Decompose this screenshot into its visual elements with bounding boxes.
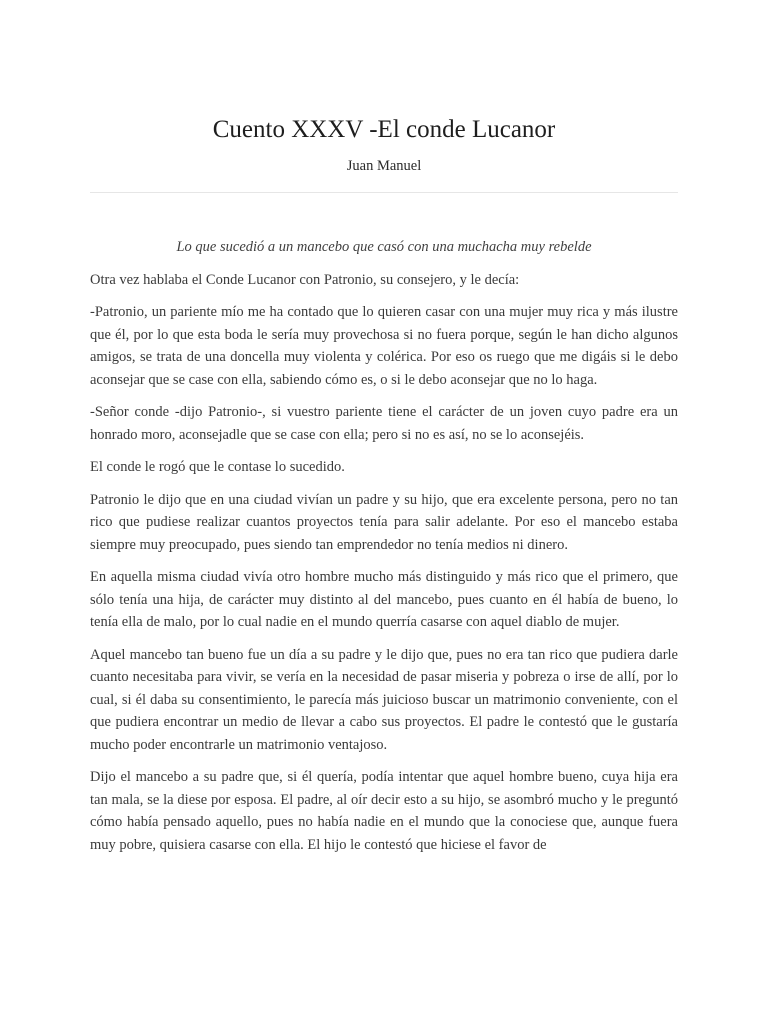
paragraph: Otra vez hablaba el Conde Lucanor con Patronio, su consejero, y le decía:: [90, 271, 520, 288]
document-header: [90, 112, 678, 176]
header-divider: [90, 192, 678, 193]
paragraph: Dijo el mancebo a su padre que, si él quería, podía intentar que aquel hombre bueno, cuya hija era tan mala, se la diese por esposa. El padre, al oír decir esto a su hijo, se asombró mucho y le preguntó cómo había pensado aquello, pues no había nadie en el mundo que la conociese que, aunque fuera muy pobre, quisiera casarse con ella. El hijo le contestó que hiciese el favor de: [90, 769, 678, 853]
story-subtitle: Lo que sucedió a un mancebo que casó con una muchacha muy rebelde: [176, 239, 592, 255]
paragraph: El conde le rogó que le contase lo sucedido.: [90, 459, 345, 475]
paragraph: -Señor conde -dijo Patronio-, si vuestro pariente tiene el carácter de un joven cuyo padre era un honrado moro, aconsejadle que se case con ella; pero si no es así, no se lo aconsejéis.: [90, 404, 678, 443]
paragraph: Patronio le dijo que en una ciudad vivían un padre y su hijo, que era excelente persona, pero no tan rico que pudiese realizar cuantos proyectos tenía para salir adelante. Por eso el mancebo estaba siempre muy preocupado, pues siendo tan emprendedor no tenía medios ni dinero.: [90, 491, 678, 553]
document-title: Cuento XXXV -El conde Lucanor: [212, 116, 556, 143]
paragraph: En aquella misma ciudad vivía otro hombre mucho más distinguido y más rico que el primero, que sólo tenía una hija, de carácter muy distinto al del mancebo, pues cuanto en él había de bueno, lo tenía ella de malo, por lo cual nadie en el mundo querría casarse con aquel diablo de mujer.: [90, 569, 678, 630]
paragraph: Aquel mancebo tan bueno fue un día a su padre y le dijo que, pues no era tan rico que pudiera darle cuanto necesitaba para vivir, se vería en la necesidad de pasar miseria y pobreza o irse de allí, por lo cual, si él daba su consentimiento, le parecía más juicioso buscar un matrimonio conveniente, con el que pudiera encontrar un medio de llevar a cabo sus proyectos. El padre le contestó que le gustaría mucho poder encontrarle un matrimonio ventajoso.: [90, 646, 678, 753]
document-author: Juan Manuel: [346, 158, 422, 174]
document-body: [90, 236, 678, 866]
paragraph: -Patronio, un pariente mío me ha contado que lo quieren casar con una mujer muy rica y más ilustre que él, por lo que esta boda le sería muy provechosa si no fuera porque, según le han dicho algunos amigos, se trata de una doncella muy violenta y colérica. Por eso os ruego que me digáis si le debo aconsejar que se case con ella, sabiendo cómo es, o si le debo aconsejar que no lo haga.: [90, 304, 678, 388]
